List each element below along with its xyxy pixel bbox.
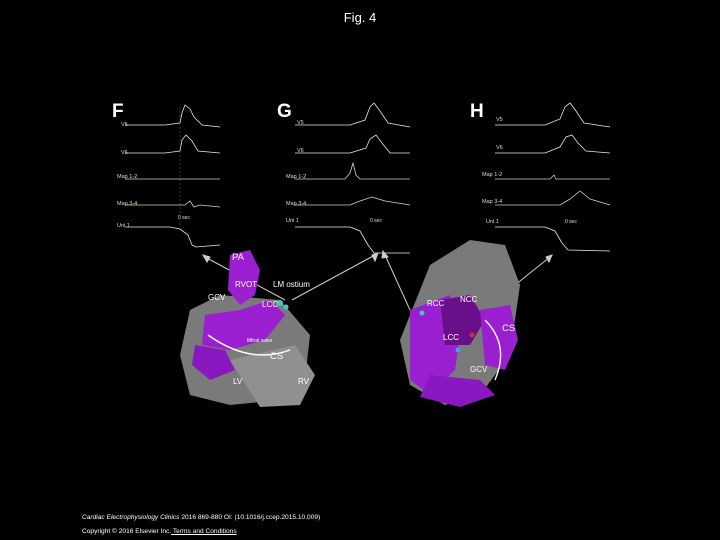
trace-label-uni1: Uni 1 xyxy=(286,218,299,224)
figure-image xyxy=(110,95,620,415)
panel-letter-h: H xyxy=(470,101,484,122)
trace-label-map34: Map 3-4 xyxy=(482,199,503,205)
panel-g-traces xyxy=(295,103,410,253)
trace-label-map12: Map 1-2 xyxy=(482,172,503,178)
trace-label-v6: V6 xyxy=(121,150,128,156)
figure-title: Fig. 4 xyxy=(343,10,377,25)
trace-label-v5: V5 xyxy=(297,120,304,126)
journal-name: Cardiac Electrophysiology Clinics xyxy=(82,514,180,521)
ecg-and-anatomy-figure xyxy=(110,95,620,415)
trace-label-map34: Map 3-4 xyxy=(117,201,138,207)
rvot-label: RVOT xyxy=(235,280,258,289)
gcv-label: GCV xyxy=(470,365,488,374)
gcv-label: GCV xyxy=(208,293,226,302)
copyright-line xyxy=(82,528,237,535)
panel-letter-f: F xyxy=(112,101,124,122)
pa-label: PA xyxy=(232,252,244,263)
panel-letter-g: G xyxy=(277,101,292,122)
rcc-label: RCC xyxy=(427,299,445,308)
trace-label-v5: V5 xyxy=(121,122,128,128)
trace-label-map34: Map 3-4 xyxy=(286,201,307,207)
panel-f-traces xyxy=(125,105,220,247)
copyright-text: Copyright © 2016 Elsevier Inc. xyxy=(82,528,172,535)
citation-text: 2016 869-880 OI: (10.1016/j.ccep.2015.10.009) xyxy=(179,514,321,521)
lcc-label: LCC xyxy=(262,300,279,309)
cs-label: CS xyxy=(502,323,516,334)
trace-label-v6: V6 xyxy=(496,145,503,151)
trace-label-map12: Map 1-2 xyxy=(117,174,138,180)
rv-label: RV xyxy=(298,377,309,386)
zero-time-label: 0 sec xyxy=(370,218,382,224)
left-heart-model xyxy=(180,250,315,407)
lcc-label: LCC xyxy=(443,333,460,342)
trace-label-uni1: Uni 1 xyxy=(117,223,130,229)
panel-h-traces xyxy=(495,103,610,251)
lv-label: LV xyxy=(233,377,243,386)
citation-line xyxy=(82,514,320,521)
trace-label-map12: Map 1-2 xyxy=(286,174,307,180)
terms-link[interactable]: Terms and Conditions xyxy=(171,528,237,535)
zero-time-label: 0 sec xyxy=(178,215,190,221)
lm-ostium-label: LM ostium xyxy=(273,280,310,289)
trace-label-v6: V6 xyxy=(297,148,304,154)
zero-time-label: 0 sec xyxy=(565,219,577,225)
mitral-valve-label: Mitral valve xyxy=(247,338,273,344)
trace-label-uni1: Uni 1 xyxy=(486,219,499,225)
cs-label: CS xyxy=(270,351,284,362)
trace-label-v5: V5 xyxy=(496,117,503,123)
ncc-label: NCC xyxy=(460,295,478,304)
